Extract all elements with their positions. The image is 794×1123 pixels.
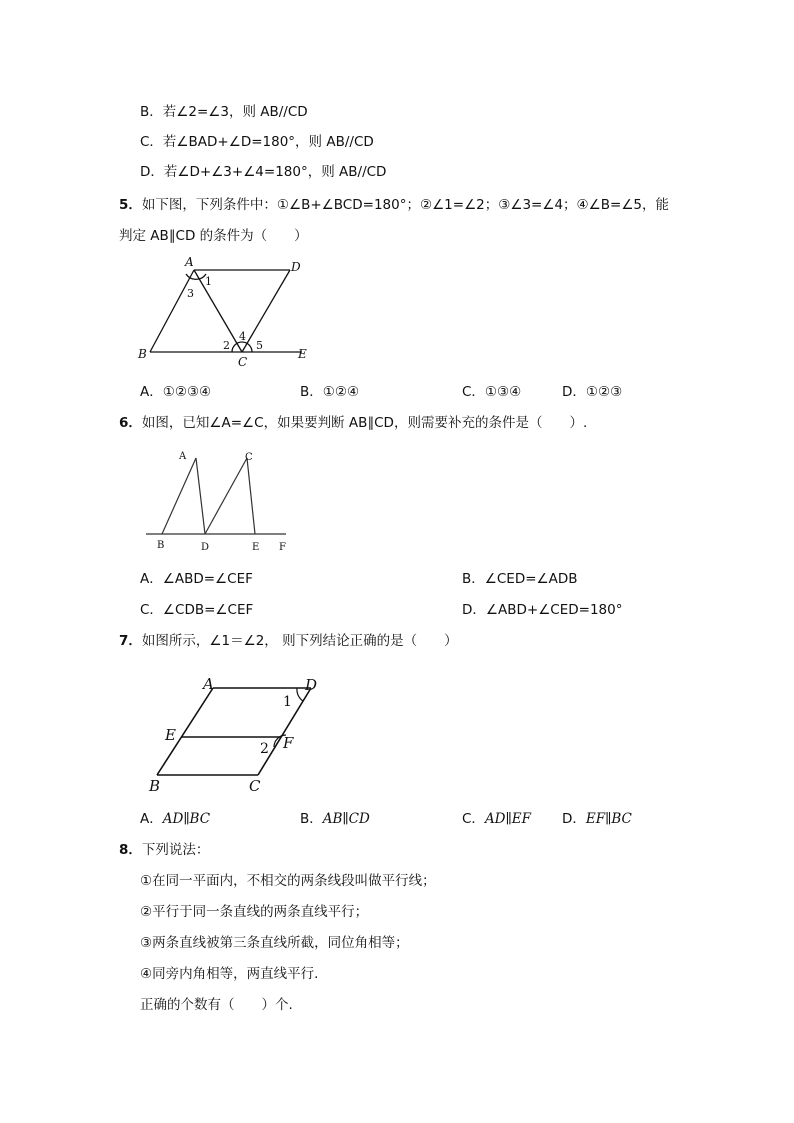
q7-angle-2: 2 <box>260 741 269 757</box>
q7-option-a-text: AD∥BC <box>162 811 211 827</box>
q7-label-f: F <box>283 734 294 752</box>
q5-label-a: A <box>185 255 194 269</box>
q7-option-b-text: AB∥CD <box>322 811 370 827</box>
q8-item-1: ①在同一平面内，不相交的两条线段叫做平行线； <box>140 873 436 889</box>
q6-label-b: B <box>157 540 165 551</box>
q4-option-c: C．若∠BAD+∠D=180°，则 AB//CD <box>140 134 374 150</box>
q4-option-d: D．若∠D+∠3+∠4=180°，则 AB//CD <box>140 164 387 180</box>
q5-label-c: C <box>238 355 248 369</box>
q8-item-3: ③两条直线被第三条直线所截，同位角相等； <box>140 935 409 951</box>
q6-stem <box>119 414 587 432</box>
q6-label-e: E <box>252 542 260 553</box>
q7-option-c-text: AD∥EF <box>484 811 531 827</box>
q4-option-b: B．若∠2=∠3，则 AB//CD <box>140 104 308 120</box>
q5-option-c: C．①③④ <box>462 384 522 400</box>
q5-number: 5． <box>119 197 142 213</box>
q7-option-d-text: EF∥BC <box>585 811 632 827</box>
q7-stem <box>119 632 458 650</box>
q5-label-e: E <box>298 347 307 361</box>
q7-option-a-prefix: A． <box>140 811 163 827</box>
q6-stem-text: 如图，已知∠A=∠C，如果要判断 AB∥CD，则需要补充的条件是（ ）. <box>141 415 588 431</box>
q6-label-d: D <box>201 542 210 553</box>
q7-option-d <box>562 810 632 828</box>
q7-figure <box>145 668 345 800</box>
q5-option-a: A．①②③④ <box>140 384 212 400</box>
q7-option-c-prefix: C． <box>462 811 485 827</box>
q5-angle-1: 1 <box>205 275 212 288</box>
q8-item-2: ②平行于同一条直线的两条直线平行； <box>140 904 369 920</box>
q7-option-a <box>140 810 210 828</box>
q7-angle-1: 1 <box>283 694 292 710</box>
q5-label-d: D <box>291 260 301 274</box>
q5-figure <box>130 252 330 372</box>
q5-angle-4: 4 <box>239 330 246 343</box>
q6-label-a: A <box>179 451 187 462</box>
q8-stem-text: 下列说法： <box>141 842 210 858</box>
q5-stem-line1 <box>119 196 669 214</box>
q6-label-f: F <box>279 542 286 553</box>
q7-label-a: A <box>203 675 214 693</box>
q8-stem <box>119 841 209 859</box>
q7-option-c <box>462 810 531 828</box>
q6-option-a: A．∠ABD=∠CEF <box>140 571 253 587</box>
q5-option-d: D．①②③ <box>562 384 623 400</box>
q7-number: 7． <box>119 633 142 649</box>
q7-label-d: D <box>305 676 318 694</box>
q5-label-b: B <box>138 347 147 361</box>
q5-angle-3: 3 <box>187 287 194 300</box>
q5-stem-line2: 判定 AB∥CD 的条件为（ ） <box>119 228 308 244</box>
q6-figure <box>140 445 300 557</box>
q5-angle-2: 2 <box>223 339 230 352</box>
q7-option-d-prefix: D． <box>562 811 586 827</box>
q7-label-c: C <box>249 777 261 795</box>
q5-option-b: B．①②④ <box>300 384 360 400</box>
q7-option-b <box>300 810 370 828</box>
q8-item-4: ④同旁内角相等，两直线平行. <box>140 966 319 982</box>
q6-number: 6． <box>119 415 142 431</box>
q7-label-e: E <box>165 726 176 744</box>
q8-number: 8． <box>119 842 142 858</box>
q5-stem-text: 如下图，下列条件中：①∠B+∠BCD=180°；②∠1=∠2；③∠3=∠4；④∠B=∠5，能 <box>141 197 670 213</box>
q5-angle-5: 5 <box>256 339 263 352</box>
q7-stem-text: 如图所示，∠1＝∠2， 则下列结论正确的是（ ） <box>141 633 458 649</box>
q6-option-b: B．∠CED=∠ADB <box>462 571 578 587</box>
q7-label-b: B <box>149 777 161 795</box>
q6-label-c: C <box>245 452 253 463</box>
q7-option-b-prefix: B． <box>300 811 323 827</box>
q6-option-d: D．∠ABD+∠CED=180° <box>462 602 623 618</box>
q8-ending: 正确的个数有（ ）个. <box>140 997 293 1013</box>
q6-option-c: C．∠CDB=∠CEF <box>140 602 254 618</box>
